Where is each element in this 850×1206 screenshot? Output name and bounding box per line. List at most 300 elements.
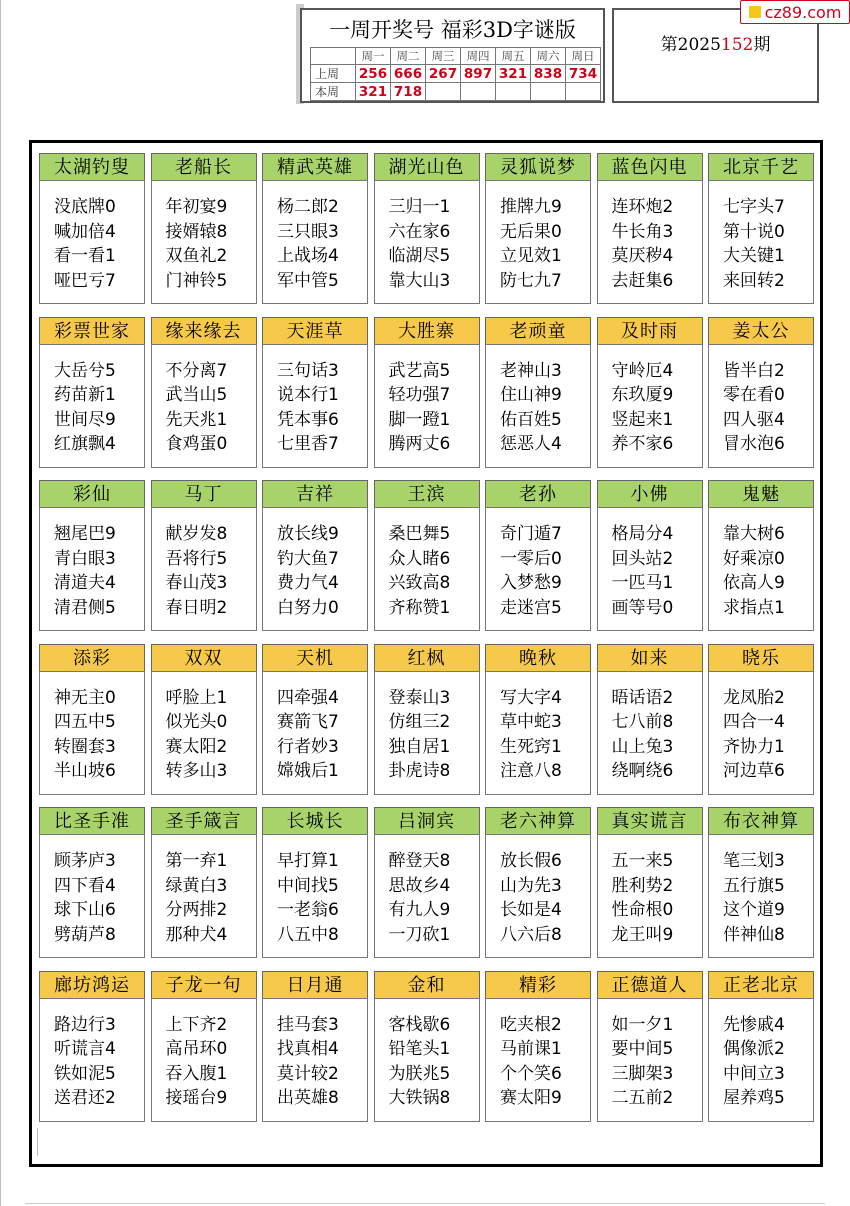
riddle-line: 腾两丈6: [388, 434, 451, 454]
riddle-lines-box: [151, 507, 257, 631]
riddle-line: 长如是4: [500, 900, 562, 920]
day-tue: 周二: [391, 48, 426, 65]
riddle-line: 七八前8: [611, 712, 674, 732]
riddle-line: 轻功强7: [388, 385, 451, 405]
riddle-line: 山为先3: [500, 875, 562, 896]
day-sat: 周六: [531, 48, 566, 65]
riddle-author-tag: 正德道人: [597, 971, 703, 999]
days-row: [311, 48, 601, 65]
riddle-author-tag: 老孙: [485, 480, 591, 508]
riddle-lines-box: [485, 507, 591, 631]
riddle-card: [374, 153, 480, 304]
riddle-lines-box: [597, 834, 703, 958]
riddle-card: [374, 317, 480, 468]
riddle-lines-box: [485, 834, 591, 958]
riddle-line: 来回转2: [723, 270, 785, 291]
riddle-author-tag: 彩票世家: [39, 317, 145, 345]
riddle-card: [597, 807, 703, 958]
riddle-lines-box: [151, 671, 257, 795]
riddle-author-tag: 如来: [597, 644, 703, 672]
riddle-line: 临湖尽5: [388, 246, 451, 266]
riddle-line: 佑百姓5: [500, 409, 562, 430]
riddle-line: 说本行1: [277, 385, 339, 405]
riddle-line: 莫计较2: [277, 1063, 339, 1084]
riddle-lines-box: [597, 671, 703, 795]
riddle-card: [485, 807, 591, 958]
riddle-author-tag: 姜太公: [708, 317, 814, 345]
riddle-card: [485, 480, 591, 631]
riddle-line: 武当山5: [165, 385, 228, 405]
riddle-line: 胜利势2: [611, 875, 674, 896]
riddle-line: 没底牌0: [54, 197, 116, 217]
riddle-card: [39, 480, 145, 631]
riddle-lines-box: [485, 180, 591, 304]
riddle-author-tag: 王滨: [374, 480, 480, 508]
riddle-lines-box: [374, 998, 480, 1122]
day-wed: 周三: [426, 48, 461, 65]
riddle-author-tag: 天涯草: [262, 317, 368, 345]
riddle-line: 劈葫芦8: [54, 924, 116, 945]
riddle-line: 似光头0: [165, 712, 228, 732]
riddle-line: 路边行3: [54, 1014, 116, 1035]
riddle-line: 费力气4: [277, 573, 339, 593]
riddle-lines-box: [151, 180, 257, 304]
riddle-author-tag: 缘来缘去: [151, 317, 257, 345]
riddle-line: 军中管5: [277, 270, 339, 291]
this-week-tue: 718: [391, 83, 426, 101]
riddle-line: 山上兔3: [611, 736, 674, 757]
riddle-card: [39, 644, 145, 795]
riddle-line: 龙王叫9: [611, 924, 674, 945]
riddle-line: 八六后8: [500, 924, 562, 945]
riddle-line: 冒水泡6: [723, 434, 785, 454]
riddle-author-tag: 红枫: [374, 644, 480, 672]
riddle-card: [262, 807, 368, 958]
riddle-line: 红旗飘4: [54, 434, 116, 454]
riddle-lines-box: [708, 344, 814, 468]
riddle-line: 接婿辕8: [165, 221, 228, 242]
riddle-line: 中间立3: [723, 1063, 785, 1084]
riddle-card: [151, 644, 257, 795]
riddle-line: 绕啊绕6: [611, 761, 674, 781]
this-week-label: 本周: [311, 83, 356, 101]
riddle-line: 登泰山3: [388, 687, 451, 708]
this-week-thu: [461, 83, 496, 101]
riddle-card: [39, 807, 145, 958]
riddle-line: 去赶集6: [611, 270, 674, 291]
riddle-line: 靠大山3: [388, 270, 451, 291]
riddle-card: [597, 644, 703, 795]
riddle-line: 四合一4: [723, 712, 785, 732]
riddle-line: 齐称赞1: [388, 597, 451, 618]
riddle-author-tag: 子龙一句: [151, 971, 257, 999]
last-week-mon: 256: [356, 65, 391, 83]
riddle-author-tag: 老六神算: [485, 807, 591, 835]
riddle-lines-box: [39, 834, 145, 958]
riddle-card: [151, 317, 257, 468]
riddle-line: 转圈套3: [54, 736, 116, 757]
riddle-line: 齐协力1: [723, 736, 785, 757]
riddle-line: 屋养鸡5: [723, 1088, 785, 1108]
riddle-author-tag: 比圣手准: [39, 807, 145, 835]
riddle-line: 东玖厦9: [611, 385, 674, 405]
riddle-line: 药苗新1: [54, 385, 116, 405]
riddle-lines-box: [151, 998, 257, 1122]
riddle-card: [485, 644, 591, 795]
riddle-card: [597, 480, 703, 631]
riddle-line: 武艺高5: [388, 360, 451, 381]
riddle-line: 龙凤胎2: [723, 687, 785, 708]
riddle-line: 仿组三2: [388, 712, 451, 732]
riddle-card: [708, 807, 814, 958]
header-title: 一周开奖号 福彩3D字谜版: [329, 18, 576, 42]
riddle-author-tag: 廊坊鸿运: [39, 971, 145, 999]
riddle-line: 要中间5: [611, 1039, 674, 1059]
riddle-line: 分两排2: [165, 900, 228, 920]
riddle-line: 清君侧5: [54, 597, 116, 618]
riddle-line: 依高人9: [723, 573, 785, 593]
riddle-card: [39, 971, 145, 1122]
riddle-line: 大岳兮5: [54, 360, 116, 381]
riddle-card: [151, 153, 257, 304]
riddle-card: [485, 153, 591, 304]
riddle-line: 好乘凉0: [723, 548, 785, 569]
riddle-author-tag: 精武英雄: [262, 153, 368, 181]
riddle-author-tag: 长城长: [262, 807, 368, 835]
riddle-line: 世间尽9: [54, 409, 116, 430]
riddle-line: 零在看0: [723, 385, 785, 405]
riddle-author-tag: 添彩: [39, 644, 145, 672]
riddle-card: [708, 644, 814, 795]
riddle-line: 七字头7: [723, 197, 785, 217]
riddle-line: 年初宴9: [165, 197, 228, 217]
riddle-line: 为朕兆5: [388, 1063, 451, 1084]
riddle-line: 先天兆1: [165, 409, 228, 430]
riddle-line: 高吊环0: [165, 1039, 228, 1059]
riddle-line: 四下看4: [54, 875, 116, 896]
riddle-line: 吞入腹1: [165, 1063, 228, 1084]
riddle-line: 卦虎诗8: [388, 761, 451, 781]
riddle-line: 走迷宫5: [500, 597, 562, 618]
riddle-line: 兴致高8: [388, 573, 451, 593]
riddle-author-tag: 布衣神算: [708, 807, 814, 835]
riddle-card: [262, 480, 368, 631]
riddle-lines-box: [151, 344, 257, 468]
riddle-line: 偶像派2: [723, 1039, 785, 1059]
riddle-line: 送君还2: [54, 1088, 116, 1108]
riddle-lines-box: [262, 834, 368, 958]
riddle-line: 八五中8: [277, 924, 339, 945]
riddle-line: 清道夫4: [54, 573, 116, 593]
riddle-lines-box: [262, 507, 368, 631]
riddle-line: 放长线9: [277, 524, 339, 544]
riddle-line: 大铁锅8: [388, 1088, 451, 1108]
riddle-line: 防七九7: [500, 270, 562, 291]
riddle-lines-box: [485, 998, 591, 1122]
riddle-author-tag: 蓝色闪电: [597, 153, 703, 181]
riddle-line: 赛箭飞7: [277, 712, 339, 732]
riddle-line: 守岭厄4: [611, 360, 674, 381]
weekly-results-table: [310, 47, 601, 101]
riddle-card: [39, 153, 145, 304]
riddle-author-tag: 天机: [262, 644, 368, 672]
riddle-line: 醉登天8: [388, 851, 451, 871]
riddle-card: [708, 153, 814, 304]
riddle-line: 桑巴舞5: [388, 524, 451, 544]
riddle-card: [597, 971, 703, 1122]
riddle-author-tag: 太湖钓叟: [39, 153, 145, 181]
riddle-lines-box: [374, 344, 480, 468]
riddle-line: 顾茅庐3: [54, 851, 116, 871]
riddle-author-tag: 鬼魅: [708, 480, 814, 508]
riddle-line: 笔三划3: [723, 851, 785, 871]
riddle-line: 推牌九9: [500, 197, 562, 217]
riddle-line: 惩恶人4: [500, 434, 562, 454]
riddle-author-tag: 晓乐: [708, 644, 814, 672]
riddle-line: 脚一蹬1: [388, 409, 451, 430]
riddle-line: 一匹马1: [611, 573, 674, 593]
riddle-card: [708, 971, 814, 1122]
riddle-line: 杨二郎2: [277, 197, 339, 217]
riddle-line: 哑巴亏7: [54, 270, 116, 291]
riddle-card: [262, 317, 368, 468]
riddle-lines-box: [151, 834, 257, 958]
riddle-line: 门神铃5: [165, 270, 228, 291]
riddle-line: 六在家6: [388, 221, 451, 242]
riddle-line: 挂马套3: [277, 1014, 339, 1035]
riddle-card: [262, 971, 368, 1122]
riddle-line: 吃夹根2: [500, 1014, 562, 1035]
riddle-line: 竖起来1: [611, 409, 674, 430]
riddle-card: [708, 480, 814, 631]
riddle-line: 铅笔头1: [388, 1039, 451, 1059]
riddle-lines-box: [597, 998, 703, 1122]
last-week-thu: 897: [461, 65, 496, 83]
riddle-line: 这个道9: [723, 900, 785, 920]
riddle-card: [485, 317, 591, 468]
riddle-lines-box: [485, 671, 591, 795]
riddle-line: 性命根0: [611, 900, 674, 920]
riddle-lines-box: [708, 998, 814, 1122]
last-week-sat: 838: [531, 65, 566, 83]
riddle-line: 那种犬4: [165, 924, 228, 945]
riddle-card: [262, 153, 368, 304]
riddle-card: [151, 480, 257, 631]
riddle-lines-box: [374, 507, 480, 631]
riddle-author-tag: 老顽童: [485, 317, 591, 345]
bottom-rule: [25, 1203, 825, 1204]
riddle-author-tag: 彩仙: [39, 480, 145, 508]
riddle-line: 养不家6: [611, 434, 674, 454]
riddle-card: [708, 317, 814, 468]
riddle-line: 一老翁6: [277, 900, 339, 920]
riddle-lines-box: [708, 180, 814, 304]
riddle-line: 球下山6: [54, 900, 116, 920]
riddle-line: 第十说0: [723, 221, 785, 242]
riddle-lines-box: [39, 344, 145, 468]
riddle-line: 凭本事6: [277, 409, 339, 430]
riddle-line: 献岁发8: [165, 524, 228, 544]
riddle-card: [374, 644, 480, 795]
riddle-line: 三归一1: [388, 197, 451, 217]
riddle-line: 众人睹6: [388, 548, 451, 569]
riddle-line: 四五中5: [54, 712, 116, 732]
riddle-author-tag: 大胜寨: [374, 317, 480, 345]
riddle-lines-box: [262, 180, 368, 304]
riddle-author-tag: 吕洞宾: [374, 807, 480, 835]
riddle-line: 连环炮2: [611, 197, 674, 217]
riddle-line: 绿黄白3: [165, 875, 228, 896]
riddle-line: 吾将行5: [165, 548, 228, 569]
riddle-line: 转多山3: [165, 761, 228, 781]
riddle-card: [151, 971, 257, 1122]
riddle-lines-box: [374, 834, 480, 958]
riddle-line: 草中蛇3: [500, 712, 562, 732]
riddle-line: 出英雄8: [277, 1088, 339, 1108]
riddle-card: [39, 317, 145, 468]
riddle-line: 生死窍1: [500, 736, 562, 757]
riddle-line: 写大字4: [500, 687, 562, 708]
last-week-tue: 666: [391, 65, 426, 83]
riddle-line: 求指点1: [723, 597, 785, 618]
riddle-line: 思故乡4: [388, 875, 451, 896]
riddle-line: 白努力0: [277, 597, 339, 618]
riddle-line: 画等号0: [611, 597, 674, 618]
riddle-author-tag: 双双: [151, 644, 257, 672]
this-week-fri: [496, 83, 531, 101]
riddle-lines-box: [597, 507, 703, 631]
riddle-lines-box: [262, 998, 368, 1122]
riddle-line: 翘尾巴9: [54, 524, 116, 544]
issue-prefix: 第2025: [660, 35, 721, 55]
riddle-line: 牛长角3: [611, 221, 674, 242]
riddle-card: [374, 480, 480, 631]
riddle-line: 半山坡6: [54, 761, 116, 781]
riddle-author-tag: 正老北京: [708, 971, 814, 999]
corner-cell: [311, 48, 356, 65]
riddle-line: 客栈歇6: [388, 1014, 451, 1035]
riddle-line: 神无主0: [54, 687, 116, 708]
day-sun: 周日: [566, 48, 601, 65]
riddle-author-tag: 日月通: [262, 971, 368, 999]
riddle-line: 铁如泥5: [54, 1063, 116, 1084]
riddle-line: 老神山3: [500, 360, 562, 381]
riddle-line: 立见效1: [500, 246, 562, 266]
riddle-line: 放长假6: [500, 851, 562, 871]
riddle-lines-box: [39, 180, 145, 304]
riddle-card: [262, 644, 368, 795]
riddle-author-tag: 晚秋: [485, 644, 591, 672]
riddle-line: 呼脸上1: [165, 687, 228, 708]
lottery-header-box: [300, 8, 605, 103]
riddle-lines-box: [39, 671, 145, 795]
riddle-line: 春山茂3: [165, 573, 228, 593]
riddle-line: 格局分4: [611, 524, 674, 544]
riddle-lines-box: [39, 507, 145, 631]
riddle-author-tag: 老船长: [151, 153, 257, 181]
riddle-line: 如一夕1: [611, 1014, 674, 1035]
riddle-card: [597, 153, 703, 304]
riddle-card: [151, 807, 257, 958]
riddle-line: 春日明2: [165, 597, 228, 618]
riddle-line: 无后果0: [500, 221, 562, 242]
riddle-author-tag: 北京千艺: [708, 153, 814, 181]
riddle-author-tag: 精彩: [485, 971, 591, 999]
last-week-label: 上周: [311, 65, 356, 83]
board-footer-mark: [37, 1128, 38, 1156]
riddle-lines-box: [708, 671, 814, 795]
riddle-line: 赛太阳9: [500, 1088, 562, 1108]
riddle-author-tag: 小佛: [597, 480, 703, 508]
riddle-card: [374, 807, 480, 958]
riddle-lines-box: [708, 507, 814, 631]
riddle-line: 个个笑6: [500, 1063, 562, 1084]
riddle-line: 住山神9: [500, 385, 562, 405]
issue-number: 152: [720, 35, 754, 55]
riddle-line: 上战场4: [277, 246, 339, 266]
riddle-line: 五行旗5: [723, 875, 785, 896]
riddle-card: [374, 971, 480, 1122]
brand-text: cz89.com: [764, 2, 842, 22]
riddle-line: 嫦娥后1: [277, 761, 339, 781]
riddle-line: 中间找5: [277, 875, 339, 896]
riddle-author-tag: 湖光山色: [374, 153, 480, 181]
riddle-line: 赛太阳2: [165, 736, 228, 757]
riddle-line: 四牵强4: [277, 687, 339, 708]
last-week-sun: 734: [566, 65, 601, 83]
riddle-author-tag: 灵狐说梦: [485, 153, 591, 181]
riddle-author-tag: 吉祥: [262, 480, 368, 508]
riddle-lines-box: [262, 671, 368, 795]
riddle-card: [485, 971, 591, 1122]
riddle-line: 接瑶台9: [165, 1088, 228, 1108]
riddle-line: 四人驱4: [723, 409, 785, 430]
riddle-line: 上下齐2: [165, 1014, 228, 1035]
this-week-sat: [531, 83, 566, 101]
this-week-mon: 321: [356, 83, 391, 101]
riddle-line: 马前课1: [500, 1039, 562, 1059]
last-week-row: [311, 65, 601, 83]
riddle-line: 三只眼3: [277, 221, 339, 242]
riddle-author-tag: 金和: [374, 971, 480, 999]
riddle-line: 莫厌秽4: [611, 246, 674, 266]
riddle-line: 钓大鱼7: [277, 548, 339, 569]
riddle-line: 五一来5: [611, 851, 674, 871]
riddle-line: 河边草6: [723, 761, 785, 781]
riddle-lines-box: [708, 834, 814, 958]
riddle-line: 第一弃1: [165, 851, 228, 871]
riddle-line: 看一看1: [54, 246, 116, 266]
riddle-lines-box: [485, 344, 591, 468]
this-week-row: [311, 83, 601, 101]
riddle-line: 有九人9: [388, 900, 451, 920]
issue-suffix: 期: [753, 35, 771, 55]
riddle-author-tag: 马丁: [151, 480, 257, 508]
riddle-line: 回头站2: [611, 548, 674, 569]
riddle-lines-box: [262, 344, 368, 468]
riddle-card: [597, 317, 703, 468]
riddle-line: 行者妙3: [277, 736, 339, 757]
riddle-line: 入梦愁9: [500, 573, 562, 593]
riddle-line: 青白眼3: [54, 548, 116, 569]
riddle-line: 晤话语2: [611, 687, 674, 708]
site-brand-link[interactable]: [740, 0, 850, 24]
riddle-line: 不分离7: [165, 360, 228, 381]
riddle-lines-box: [39, 998, 145, 1122]
riddle-line: 三脚架3: [611, 1063, 674, 1084]
riddle-line: 双鱼礼2: [165, 246, 228, 266]
riddle-line: 听谎言4: [54, 1039, 116, 1059]
